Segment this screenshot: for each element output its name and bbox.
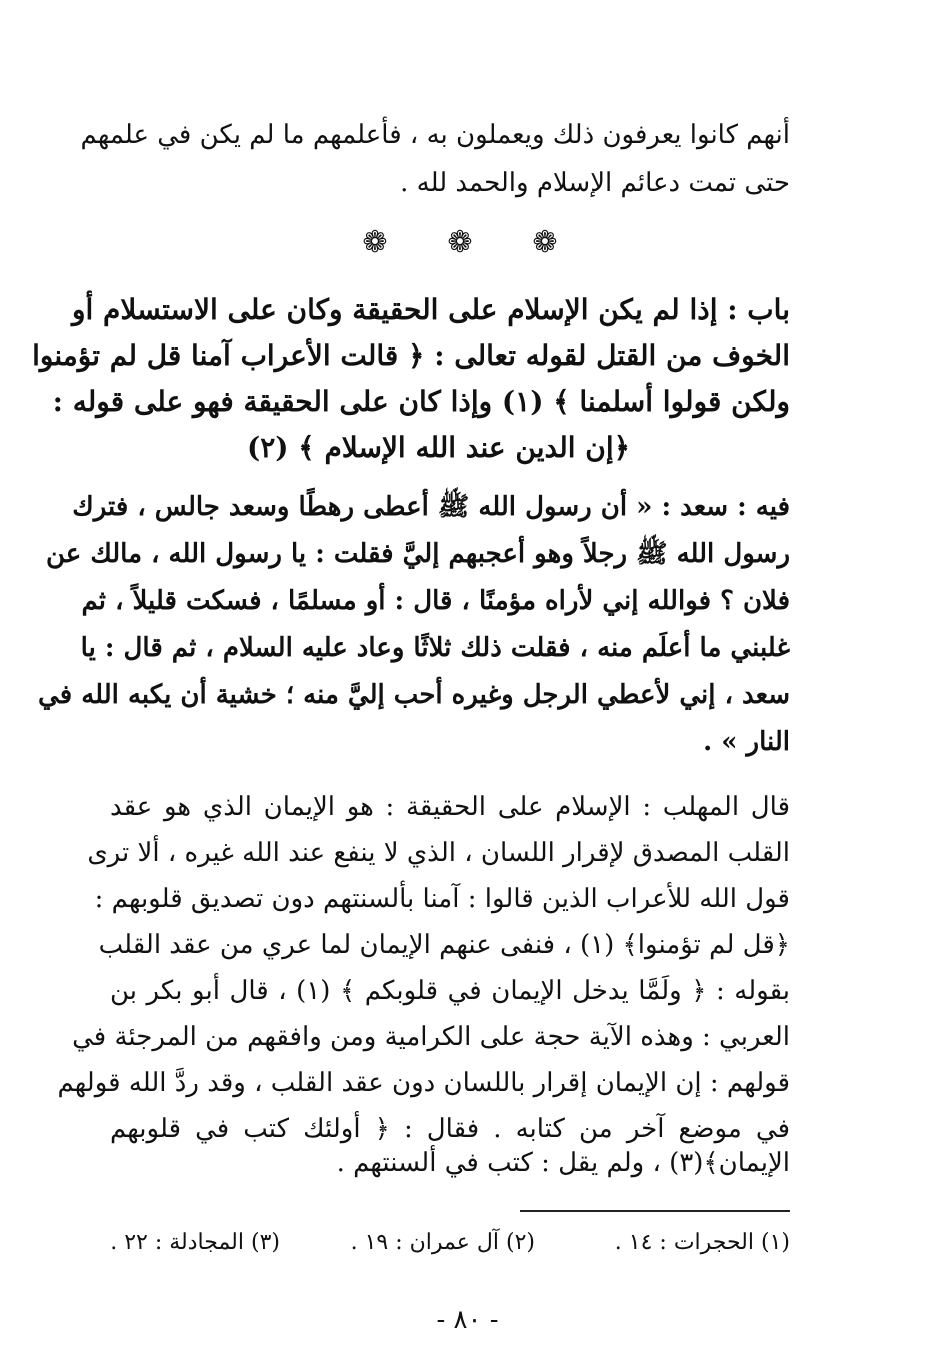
- text-line: النار » .: [703, 727, 790, 757]
- text-line: القلب المصدق لإقرار اللسان ، الذي لا ينفع عند الله غيره ، ألا ترى: [87, 838, 790, 868]
- text-line: رسول الله ﷺ رجلاً وهو أعجبهم إليَّ فقلت : يا رسول الله ، مالك عن: [45, 539, 790, 569]
- intro-paragraph: [80, 118, 790, 198]
- commentary-paragraph: [57, 790, 790, 1190]
- text-line: قال المهلب : الإسلام على الحقيقة : هو الإيمان الذي هو عقد: [110, 792, 790, 822]
- section-separator: [360, 226, 560, 260]
- heading-line: الخوف من القتل لقوله تعالى : ﴿ قالت الأعراب آمنا قل لم تؤمنوا: [32, 339, 790, 372]
- text-line: العربي : وهذه الآية حجة على الكرامية ومن وافقهم من المرجئة في: [72, 1022, 790, 1052]
- text-line: فلان ؟ فوالله إني لأراه مؤمنًا ، قال : أو مسلمًا ، فسكت قليلاً ، ثم: [81, 586, 790, 616]
- footnote-divider: [520, 1210, 790, 1212]
- text-line: فيه : سعد : « أن رسول الله ﷺ أعطى رهطًا وسعد جالس ، فترك: [72, 492, 790, 522]
- heading-line: باب : إذا لم يكن الإسلام على الحقيقة وكان على الاستسلام أو: [72, 293, 790, 326]
- text-line: سعد ، إني لأعطي الرجل وغيره أحب إليَّ منه ؛ خشية أن يكبه الله في: [38, 680, 790, 710]
- asterism-icon: ❁: [447, 225, 473, 260]
- chapter-heading: [32, 290, 790, 470]
- text-line: غلبني ما أعلَم منه ، فقلت ذلك ثلاثًا وعاد عليه السلام ، ثم قال : يا: [80, 633, 790, 663]
- footnote-1: (١) الحجرات : ١٤ .: [614, 1230, 790, 1255]
- text-line: قولهم : إن الإيمان إقرار باللسان دون عقد القلب ، وقد ردَّ الله قولهم: [57, 1068, 790, 1098]
- text-line: في موضع آخر من كتابه . فقال : ﴿ أولئك كتب في قلوبهم: [110, 1114, 790, 1144]
- footnote-3: (٣) المجادلة : ٢٢ .: [110, 1230, 280, 1255]
- text-line: ﴿قل لم تؤمنوا﴾ (١) ، فنفى عنهم الإيمان لما عري من عقد القلب: [98, 930, 790, 960]
- asterism-icon: ❁: [532, 225, 558, 260]
- page-number: - ٨٠ -: [436, 1305, 499, 1335]
- footnote-2: (٢) آل عمران : ١٩ .: [350, 1230, 535, 1255]
- footnotes: [110, 1226, 790, 1260]
- text-line: حتى تمت دعائم الإسلام والحمد لله .: [400, 168, 790, 198]
- hadith-paragraph: [38, 490, 790, 770]
- text-line: قول الله للأعراب الذين قالوا : آمنا بألسنتهم دون تصديق قلوبهم :: [94, 884, 790, 914]
- text-line: بقوله : ﴿ ولَمَّا يدخل الإيمان في قلوبكم ﴾ (١) ، قال أبو بكر بن: [110, 976, 790, 1006]
- heading-line: ﴿إن الدين عند الله الإسلام ﴾ (٢): [247, 431, 630, 464]
- heading-line: ولكن قولوا أسلمنا ﴾ (١) وإذا كان على الحقيقة فهو على قوله :: [52, 385, 790, 418]
- asterism-icon: ❁: [362, 225, 388, 260]
- text-line: أنهم كانوا يعرفون ذلك ويعملون به ، فأعلمهم ما لم يكن في علمهم: [80, 120, 790, 150]
- text-line: الإيمان﴾(٣) ، ولم يقل : كتب في ألسنتهم .: [336, 1148, 790, 1178]
